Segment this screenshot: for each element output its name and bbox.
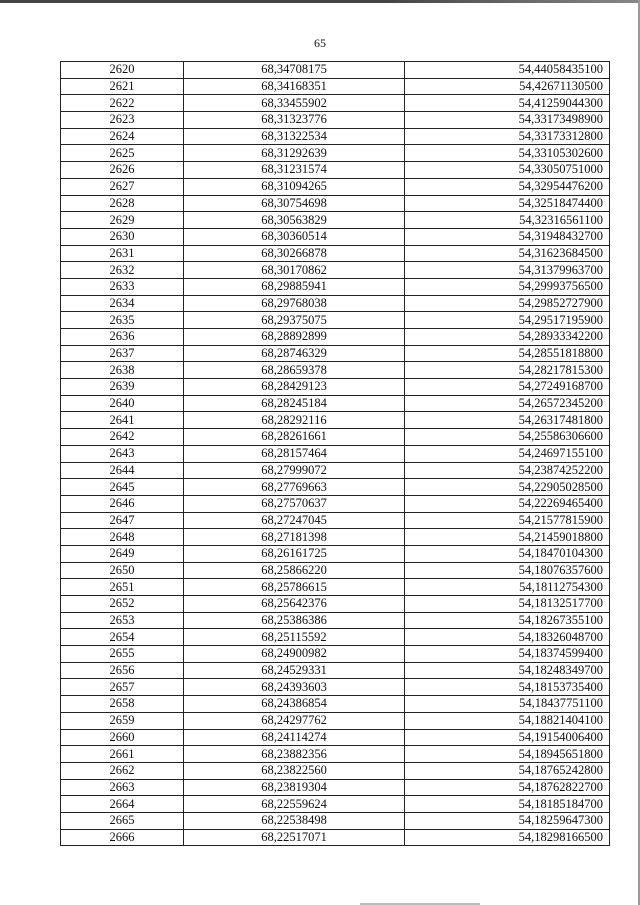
- y-coordinate-cell: 54,29993756500: [405, 278, 610, 295]
- table-row: [61, 112, 610, 129]
- y-coordinate-cell: 54,23874252200: [405, 462, 610, 479]
- y-coordinate-cell: 54,33173498900: [405, 112, 610, 129]
- y-coordinate-cell: 54,18132517700: [405, 596, 610, 613]
- y-coordinate-cell: 54,28933342200: [405, 329, 610, 346]
- table-row: [61, 596, 610, 613]
- x-coordinate-cell: 68,31231574: [184, 162, 405, 179]
- y-coordinate-cell: 54,29852727900: [405, 295, 610, 312]
- table-row: [61, 662, 610, 679]
- y-coordinate-cell: 54,33173312800: [405, 128, 610, 145]
- y-coordinate-cell: 54,26572345200: [405, 395, 610, 412]
- point-number-cell: 2623: [61, 112, 184, 129]
- x-coordinate-cell: 68,23822560: [184, 762, 405, 779]
- x-coordinate-cell: 68,28157464: [184, 445, 405, 462]
- point-number-cell: 2640: [61, 395, 184, 412]
- x-coordinate-cell: 68,31323776: [184, 112, 405, 129]
- x-coordinate-cell: 68,28746329: [184, 345, 405, 362]
- table-row: [61, 646, 610, 663]
- y-coordinate-cell: 54,18765242800: [405, 762, 610, 779]
- table-row: [61, 529, 610, 546]
- x-coordinate-cell: 68,34168351: [184, 78, 405, 95]
- point-number-cell: 2638: [61, 362, 184, 379]
- table-row: [61, 278, 610, 295]
- y-coordinate-cell: 54,18762822700: [405, 779, 610, 796]
- x-coordinate-cell: 68,24386854: [184, 696, 405, 713]
- y-coordinate-cell: 54,22269465400: [405, 495, 610, 512]
- table-row: [61, 145, 610, 162]
- y-coordinate-cell: 54,32518474400: [405, 195, 610, 212]
- table-row: [61, 429, 610, 446]
- point-number-cell: 2643: [61, 445, 184, 462]
- point-number-cell: 2649: [61, 545, 184, 562]
- point-number-cell: 2631: [61, 245, 184, 262]
- y-coordinate-cell: 54,18374599400: [405, 646, 610, 663]
- table-row: [61, 162, 610, 179]
- y-coordinate-cell: 54,18470104300: [405, 545, 610, 562]
- x-coordinate-cell: 68,26161725: [184, 545, 405, 562]
- point-number-cell: 2647: [61, 512, 184, 529]
- point-number-cell: 2666: [61, 829, 184, 846]
- x-coordinate-cell: 68,24393603: [184, 679, 405, 696]
- point-number-cell: 2648: [61, 529, 184, 546]
- table-row: [61, 579, 610, 596]
- point-number-cell: 2653: [61, 612, 184, 629]
- table-row: [61, 195, 610, 212]
- table-row: [61, 562, 610, 579]
- x-coordinate-cell: 68,27181398: [184, 529, 405, 546]
- table-row: [61, 295, 610, 312]
- point-number-cell: 2663: [61, 779, 184, 796]
- y-coordinate-cell: 54,33050751000: [405, 162, 610, 179]
- y-coordinate-cell: 54,41259044300: [405, 95, 610, 112]
- x-coordinate-cell: 68,28292116: [184, 412, 405, 429]
- y-coordinate-cell: 54,22905028500: [405, 479, 610, 496]
- x-coordinate-cell: 68,22538498: [184, 812, 405, 829]
- x-coordinate-cell: 68,31322534: [184, 128, 405, 145]
- point-number-cell: 2657: [61, 679, 184, 696]
- x-coordinate-cell: 68,31292639: [184, 145, 405, 162]
- x-coordinate-cell: 68,24529331: [184, 662, 405, 679]
- x-coordinate-cell: 68,29768038: [184, 295, 405, 312]
- y-coordinate-cell: 54,19154006400: [405, 729, 610, 746]
- point-number-cell: 2659: [61, 712, 184, 729]
- table-row: [61, 245, 610, 262]
- point-number-cell: 2632: [61, 262, 184, 279]
- x-coordinate-cell: 68,28261661: [184, 429, 405, 446]
- table-row: [61, 95, 610, 112]
- y-coordinate-cell: 54,31623684500: [405, 245, 610, 262]
- point-number-cell: 2629: [61, 212, 184, 229]
- point-number-cell: 2627: [61, 178, 184, 195]
- y-coordinate-cell: 54,32316561100: [405, 212, 610, 229]
- y-coordinate-cell: 54,21459018800: [405, 529, 610, 546]
- table-row: [61, 696, 610, 713]
- table-row: [61, 729, 610, 746]
- table-row: [61, 479, 610, 496]
- x-coordinate-cell: 68,25866220: [184, 562, 405, 579]
- point-number-cell: 2656: [61, 662, 184, 679]
- x-coordinate-cell: 68,23882356: [184, 746, 405, 763]
- x-coordinate-cell: 68,28892899: [184, 329, 405, 346]
- x-coordinate-cell: 68,30266878: [184, 245, 405, 262]
- y-coordinate-cell: 54,44058435100: [405, 62, 610, 79]
- y-coordinate-cell: 54,32954476200: [405, 178, 610, 195]
- point-number-cell: 2639: [61, 379, 184, 396]
- y-coordinate-cell: 54,31379963700: [405, 262, 610, 279]
- point-number-cell: 2626: [61, 162, 184, 179]
- y-coordinate-cell: 54,18153735400: [405, 679, 610, 696]
- point-number-cell: 2654: [61, 629, 184, 646]
- y-coordinate-cell: 54,18437751100: [405, 696, 610, 713]
- table-row: [61, 395, 610, 412]
- x-coordinate-cell: 68,22517071: [184, 829, 405, 846]
- page-number: 65: [314, 36, 326, 50]
- table-row: [61, 679, 610, 696]
- point-number-cell: 2652: [61, 596, 184, 613]
- table-row: [61, 545, 610, 562]
- point-number-cell: 2624: [61, 128, 184, 145]
- x-coordinate-cell: 68,30360514: [184, 228, 405, 245]
- table-row: [61, 796, 610, 813]
- x-coordinate-cell: 68,22559624: [184, 796, 405, 813]
- y-coordinate-cell: 54,29517195900: [405, 312, 610, 329]
- y-coordinate-cell: 54,18076357600: [405, 562, 610, 579]
- x-coordinate-cell: 68,25642376: [184, 596, 405, 613]
- x-coordinate-cell: 68,27247045: [184, 512, 405, 529]
- table-row: [61, 746, 610, 763]
- point-number-cell: 2620: [61, 62, 184, 79]
- x-coordinate-cell: 68,27999072: [184, 462, 405, 479]
- table-row: [61, 612, 610, 629]
- y-coordinate-cell: 54,33105302600: [405, 145, 610, 162]
- table-row: [61, 62, 610, 79]
- point-number-cell: 2661: [61, 746, 184, 763]
- point-number-cell: 2641: [61, 412, 184, 429]
- y-coordinate-cell: 54,26317481800: [405, 412, 610, 429]
- x-coordinate-cell: 68,27570637: [184, 495, 405, 512]
- y-coordinate-cell: 54,18112754300: [405, 579, 610, 596]
- point-number-cell: 2634: [61, 295, 184, 312]
- point-number-cell: 2644: [61, 462, 184, 479]
- table-row: [61, 178, 610, 195]
- table-row: [61, 329, 610, 346]
- point-number-cell: 2633: [61, 278, 184, 295]
- table-row: [61, 362, 610, 379]
- point-number-cell: 2646: [61, 495, 184, 512]
- point-number-cell: 2637: [61, 345, 184, 362]
- y-coordinate-cell: 54,42671130500: [405, 78, 610, 95]
- point-number-cell: 2642: [61, 429, 184, 446]
- point-number-cell: 2630: [61, 228, 184, 245]
- x-coordinate-cell: 68,25115592: [184, 629, 405, 646]
- x-coordinate-cell: 68,30563829: [184, 212, 405, 229]
- y-coordinate-cell: 54,18185184700: [405, 796, 610, 813]
- table-row: [61, 512, 610, 529]
- x-coordinate-cell: 68,30170862: [184, 262, 405, 279]
- point-number-cell: 2662: [61, 762, 184, 779]
- y-coordinate-cell: 54,25586306600: [405, 429, 610, 446]
- table-row: [61, 262, 610, 279]
- x-coordinate-cell: 68,28659378: [184, 362, 405, 379]
- x-coordinate-cell: 68,33455902: [184, 95, 405, 112]
- table-row: [61, 762, 610, 779]
- x-coordinate-cell: 68,28245184: [184, 395, 405, 412]
- point-number-cell: 2635: [61, 312, 184, 329]
- x-coordinate-cell: 68,25786615: [184, 579, 405, 596]
- y-coordinate-cell: 54,18821404100: [405, 712, 610, 729]
- y-coordinate-cell: 54,28551818800: [405, 345, 610, 362]
- table-row: [61, 812, 610, 829]
- table-row: [61, 379, 610, 396]
- x-coordinate-cell: 68,24114274: [184, 729, 405, 746]
- table-row: [61, 312, 610, 329]
- point-number-cell: 2664: [61, 796, 184, 813]
- table-row: [61, 495, 610, 512]
- table-row: [61, 779, 610, 796]
- y-coordinate-cell: 54,28217815300: [405, 362, 610, 379]
- table-row: [61, 228, 610, 245]
- y-coordinate-cell: 54,18259647300: [405, 812, 610, 829]
- coordinates-table: [60, 61, 610, 846]
- table-row: [61, 629, 610, 646]
- point-number-cell: 2655: [61, 646, 184, 663]
- table-row: [61, 412, 610, 429]
- table-row: [61, 712, 610, 729]
- point-number-cell: 2645: [61, 479, 184, 496]
- point-number-cell: 2665: [61, 812, 184, 829]
- x-coordinate-cell: 68,29885941: [184, 278, 405, 295]
- point-number-cell: 2658: [61, 696, 184, 713]
- point-number-cell: 2636: [61, 329, 184, 346]
- x-coordinate-cell: 68,31094265: [184, 178, 405, 195]
- point-number-cell: 2621: [61, 78, 184, 95]
- y-coordinate-cell: 54,21577815900: [405, 512, 610, 529]
- point-number-cell: 2651: [61, 579, 184, 596]
- y-coordinate-cell: 54,27249168700: [405, 379, 610, 396]
- y-coordinate-cell: 54,18267355100: [405, 612, 610, 629]
- table-row: [61, 462, 610, 479]
- x-coordinate-cell: 68,30754698: [184, 195, 405, 212]
- point-number-cell: 2625: [61, 145, 184, 162]
- y-coordinate-cell: 54,18248349700: [405, 662, 610, 679]
- y-coordinate-cell: 54,24697155100: [405, 445, 610, 462]
- x-coordinate-cell: 68,29375075: [184, 312, 405, 329]
- x-coordinate-cell: 68,24297762: [184, 712, 405, 729]
- table-row: [61, 212, 610, 229]
- table-row: [61, 345, 610, 362]
- point-number-cell: 2660: [61, 729, 184, 746]
- table-row: [61, 78, 610, 95]
- x-coordinate-cell: 68,34708175: [184, 62, 405, 79]
- point-number-cell: 2622: [61, 95, 184, 112]
- coordinates-table-body: [61, 62, 610, 846]
- table-row: [61, 128, 610, 145]
- x-coordinate-cell: 68,24900982: [184, 646, 405, 663]
- point-number-cell: 2650: [61, 562, 184, 579]
- point-number-cell: 2628: [61, 195, 184, 212]
- x-coordinate-cell: 68,27769663: [184, 479, 405, 496]
- table-row: [61, 445, 610, 462]
- y-coordinate-cell: 54,18326048700: [405, 629, 610, 646]
- y-coordinate-cell: 54,18945651800: [405, 746, 610, 763]
- y-coordinate-cell: 54,31948432700: [405, 228, 610, 245]
- scan-top-edge: [0, 0, 640, 3]
- x-coordinate-cell: 68,25386386: [184, 612, 405, 629]
- table-row: [61, 829, 610, 846]
- x-coordinate-cell: 68,23819304: [184, 779, 405, 796]
- x-coordinate-cell: 68,28429123: [184, 379, 405, 396]
- y-coordinate-cell: 54,18298166500: [405, 829, 610, 846]
